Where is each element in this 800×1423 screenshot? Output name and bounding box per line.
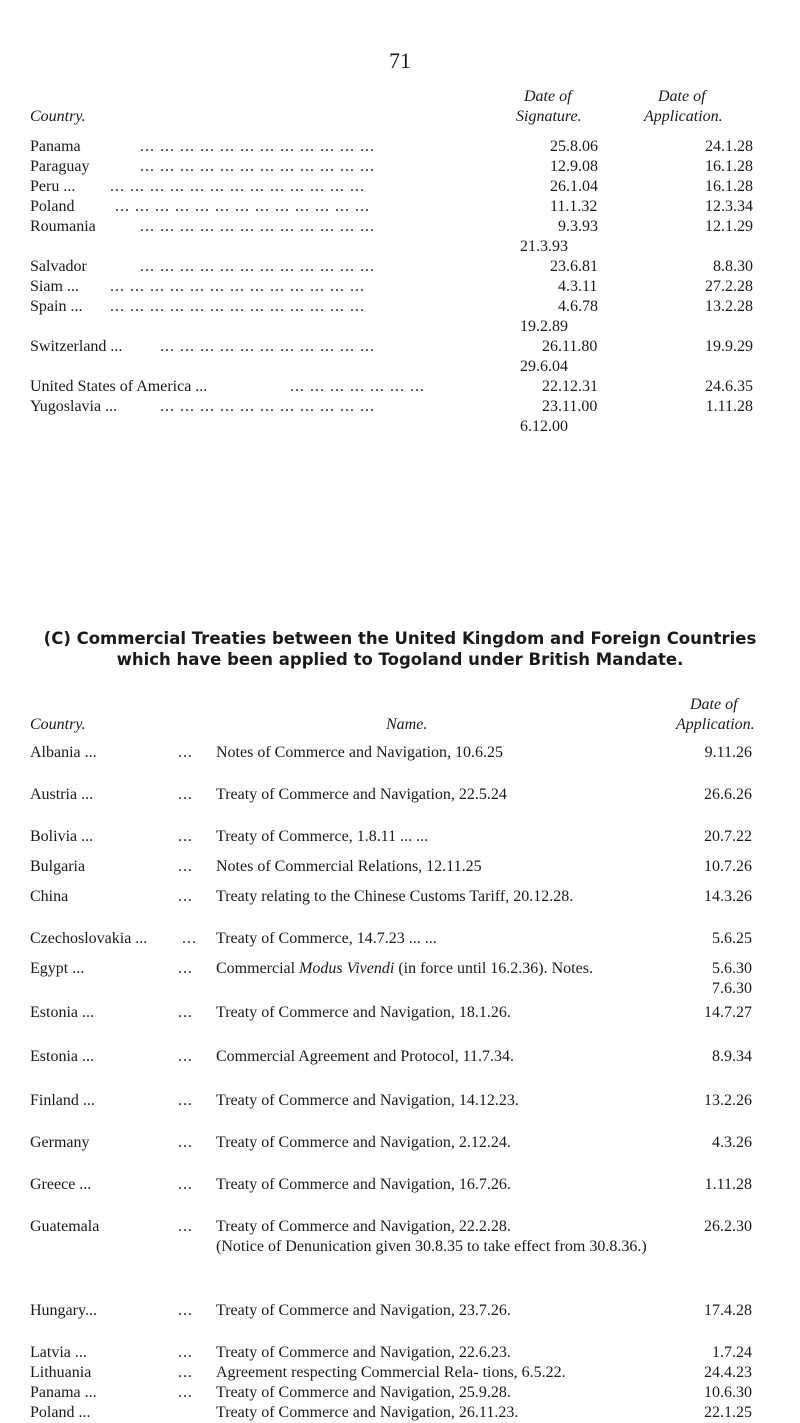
country-cell: Salvador: [30, 258, 87, 275]
leader-dots: ...: [178, 888, 193, 905]
country-cell: Lithuania: [30, 1364, 92, 1381]
signature-date-extra: 6.12.00: [520, 418, 568, 435]
signature-date-cell: 22.12.31: [542, 378, 598, 395]
application-date-extra: 7.6.30: [712, 980, 752, 997]
treaty-name-cell: Commercial Agreement and Protocol, 11.7.34.: [216, 1048, 515, 1065]
treaty-name-cell: Treaty of Commerce, 1.8.11 ... ...: [216, 828, 429, 845]
table-row: [30, 137, 800, 157]
country-cell: Spain ...: [30, 298, 83, 315]
treaty-name-cell: Treaty of Commerce, 14.7.23 ... ...: [216, 930, 437, 947]
country-cell: Panama ...: [30, 1384, 97, 1401]
application-date-cell: 5.6.25: [712, 930, 752, 947]
table-a-application-header-line1: Date of: [658, 88, 706, 105]
application-date-cell: 10.6.30: [704, 1384, 752, 1401]
table-a-signature-header-line2: Signature.: [516, 108, 582, 125]
leader-dots: ...: [178, 1048, 193, 1065]
signature-date-cell: 9.3.93: [558, 218, 598, 235]
section-c-heading-line2: which have been applied to Togoland under British Mandate.: [116, 650, 684, 669]
country-cell: Egypt ...: [30, 960, 85, 977]
signature-date-cell: 25.8.06: [550, 138, 598, 155]
leader-dots: ...: [178, 744, 193, 761]
country-cell: Bolivia ...: [30, 828, 94, 845]
leader-dots: ... ... ... ... ... ... ... ... ... ... ...: [160, 338, 375, 355]
country-cell: Latvia ...: [30, 1344, 87, 1361]
country-cell: Poland: [30, 198, 75, 215]
country-cell: Hungary...: [30, 1302, 97, 1319]
table-row: [30, 377, 800, 397]
signature-date-cell: 4.3.11: [558, 278, 598, 295]
leader-dots: ...: [178, 858, 193, 875]
treaty-name-cell: Treaty of Commerce and Navigation, 16.7.26.: [216, 1176, 511, 1193]
application-date-cell: 10.7.26: [704, 858, 752, 875]
leader-dots: ...: [178, 1004, 193, 1021]
treaty-name-post: (in force until 16.2.36). Notes.: [394, 960, 593, 977]
table-a-application-header-line2: Application.: [644, 108, 723, 125]
application-date-cell: 24.4.23: [704, 1364, 752, 1381]
leader-dots: ...: [178, 786, 193, 803]
treaty-name-text: Treaty of Commerce and Navigation, 22.2.28.: [216, 1218, 511, 1235]
leader-dots: ...: [178, 1092, 193, 1109]
application-date-cell: 22.1.25: [704, 1404, 752, 1421]
treaty-name-cell: Treaty of Commerce and Navigation, 22.6.23.: [216, 1344, 511, 1361]
leader-dots: ... ... ... ... ... ... ...: [290, 378, 425, 395]
application-date-cell: 14.3.26: [704, 888, 752, 905]
leader-dots: ...: [178, 960, 193, 977]
treaty-name-cell: Treaty of Commerce and Navigation, 2.12.24.: [216, 1134, 511, 1151]
treaty-name-cell: [216, 959, 691, 979]
leader-dots: ...: [178, 1176, 193, 1193]
country-cell: Yugoslavia ...: [30, 398, 118, 415]
signature-date-cell: 12.9.08: [550, 158, 598, 175]
signature-date-extra: 21.3.93: [520, 238, 568, 255]
leader-dots: ...: [178, 1364, 193, 1381]
leader-dots: ... ... ... ... ... ... ... ... ... ... ... ...: [140, 218, 375, 235]
treaty-name-cell: Treaty of Commerce and Navigation, 14.12.23.: [216, 1092, 519, 1109]
treaty-name-cell: Treaty of Commerce and Navigation, 25.9.28.: [216, 1384, 511, 1401]
table-b-country-header: Country.: [30, 716, 86, 733]
application-date-cell: 26.6.26: [704, 786, 752, 803]
leader-dots: ... ... ... ... ... ... ... ... ... ... ... ... ...: [115, 198, 370, 215]
country-cell: Poland ...: [30, 1404, 91, 1421]
treaty-name-cell: Notes of Commerce and Navigation, 10.6.25: [216, 744, 504, 761]
country-cell: China: [30, 888, 69, 905]
signature-date-cell: 26.11.80: [542, 338, 598, 355]
signature-date-cell: 23.6.81: [550, 258, 598, 275]
signature-date-cell: 26.1.04: [550, 178, 598, 195]
country-cell: Panama: [30, 138, 81, 155]
country-cell: Greece ...: [30, 1176, 92, 1193]
application-date-cell: 24.6.35: [705, 378, 753, 395]
leader-dots: ... ... ... ... ... ... ... ... ... ... ... ... ...: [110, 178, 365, 195]
country-cell: United States of America ...: [30, 378, 208, 395]
table-row: [30, 1403, 800, 1421]
treaty-name-cell: Agreement respecting Commercial Rela- tions, 6.5.22.: [216, 1364, 566, 1381]
application-date-cell: 8.8.30: [713, 258, 753, 275]
treaty-name-cell: Treaty of Commerce and Navigation, 26.11.23.: [216, 1404, 519, 1421]
application-date-cell: 1.11.28: [704, 1176, 752, 1193]
signature-date-cell: 11.1.32: [550, 198, 598, 215]
application-date-cell: 26.2.30: [704, 1218, 752, 1235]
country-cell: Peru ...: [30, 178, 76, 195]
table-row: [30, 297, 800, 317]
application-date-cell: 12.3.34: [705, 198, 753, 215]
treaty-name-cell: Treaty of Commerce and Navigation, 23.7.26.: [216, 1302, 511, 1319]
leader-dots: ...: [178, 1218, 193, 1235]
table-b-name-header: Name.: [386, 716, 428, 733]
signature-date-extra: 19.2.89: [520, 318, 568, 335]
leader-dots: ... ... ... ... ... ... ... ... ... ... ... ...: [140, 258, 375, 275]
country-cell: Paraguay: [30, 158, 90, 175]
country-cell: Finland ...: [30, 1092, 95, 1109]
table-row: [30, 397, 800, 417]
application-date-cell: 8.9.34: [712, 1048, 752, 1065]
table-row: [30, 217, 800, 237]
treaty-name-cell: Treaty of Commerce and Navigation, 22.5.24: [216, 786, 507, 803]
table-row: [30, 1383, 800, 1403]
table-row: [30, 197, 800, 217]
table-row: [30, 1343, 800, 1363]
country-cell: Estonia ...: [30, 1048, 94, 1065]
leader-dots: ... ... ... ... ... ... ... ... ... ... ...: [160, 398, 375, 415]
treaty-name-cell: Treaty of Commerce and Navigation, 18.1.26.: [216, 1004, 511, 1021]
leader-dots: ... ... ... ... ... ... ... ... ... ... ... ...: [140, 158, 375, 175]
application-date-cell: 13.2.28: [705, 298, 753, 315]
table-b-application-header-line2: Application.: [676, 716, 755, 733]
application-date-cell: 4.3.26: [712, 1134, 752, 1151]
application-date-cell: 14.7.27: [704, 1004, 752, 1021]
country-cell: Austria ...: [30, 786, 94, 803]
country-cell: Roumania: [30, 218, 96, 235]
country-cell: Estonia ...: [30, 1004, 94, 1021]
table-row: [30, 1363, 800, 1383]
leader-dots: ...: [178, 828, 193, 845]
section-c-heading: [0, 628, 800, 670]
signature-date-cell: 23.11.00: [542, 398, 598, 415]
treaty-name-cell: [216, 1217, 691, 1257]
leader-dots: ...: [178, 1344, 193, 1361]
table-row: [30, 157, 800, 177]
leader-dots: ...: [182, 930, 197, 947]
table-a-signature-header-line1: Date of: [524, 88, 572, 105]
country-cell: Albania ...: [30, 744, 97, 761]
application-date-cell: 1.7.24: [712, 1344, 752, 1361]
application-date-cell: 24.1.28: [705, 138, 753, 155]
country-cell: Guatemala: [30, 1218, 100, 1235]
application-date-cell: 27.2.28: [705, 278, 753, 295]
treaty-name-cell: Treaty relating to the Chinese Customs Tariff, 20.12.28.: [216, 888, 574, 905]
leader-dots: ...: [178, 1302, 193, 1319]
page-number: 71: [389, 48, 411, 73]
leader-dots: ...: [178, 1134, 193, 1151]
application-date-cell: 16.1.28: [705, 158, 753, 175]
table-row: [30, 177, 800, 197]
table-row: [30, 337, 800, 357]
signature-date-extra: 29.6.04: [520, 358, 568, 375]
signature-date-cell: 4.6.78: [558, 298, 598, 315]
application-date-cell: 9.11.26: [704, 744, 752, 761]
application-date-cell: 1.11.28: [705, 398, 753, 415]
leader-dots: ... ... ... ... ... ... ... ... ... ... ... ... ...: [110, 278, 365, 295]
country-cell: Switzerland ...: [30, 338, 123, 355]
application-date-cell: 17.4.28: [704, 1302, 752, 1319]
section-c-heading-line1: (C) Commercial Treaties between the United Kingdom and Foreign Countries: [43, 629, 757, 648]
application-date-cell: 5.6.30: [712, 960, 752, 977]
country-cell: Czechoslovakia ...: [30, 930, 148, 947]
table-a-country-header: Country.: [30, 108, 86, 125]
country-cell: Siam ...: [30, 278, 79, 295]
application-date-cell: 13.2.26: [704, 1092, 752, 1109]
leader-dots: ... ... ... ... ... ... ... ... ... ... ... ...: [140, 138, 375, 155]
table-b-application-header-line1: Date of: [690, 696, 738, 713]
denunciation-note: (Notice of Denunication given 30.8.35 to take effect from 30.8.36.): [216, 1238, 647, 1255]
application-date-cell: 16.1.28: [705, 178, 753, 195]
treaty-name-cell: Notes of Commercial Relations, 12.11.25: [216, 858, 482, 875]
application-date-cell: 12.1.29: [705, 218, 753, 235]
leader-dots: ... ... ... ... ... ... ... ... ... ... ... ... ...: [110, 298, 365, 315]
treaty-name-italic: Modus Vivendi: [299, 960, 395, 977]
application-date-cell: 19.9.29: [705, 338, 753, 355]
country-cell: Germany: [30, 1134, 90, 1151]
table-row: [30, 277, 800, 297]
table-row: [30, 257, 800, 277]
application-date-cell: 20.7.22: [704, 828, 752, 845]
treaty-name-pre: Commercial: [216, 960, 300, 977]
country-cell: Bulgaria: [30, 858, 86, 875]
leader-dots: ...: [178, 1384, 193, 1401]
